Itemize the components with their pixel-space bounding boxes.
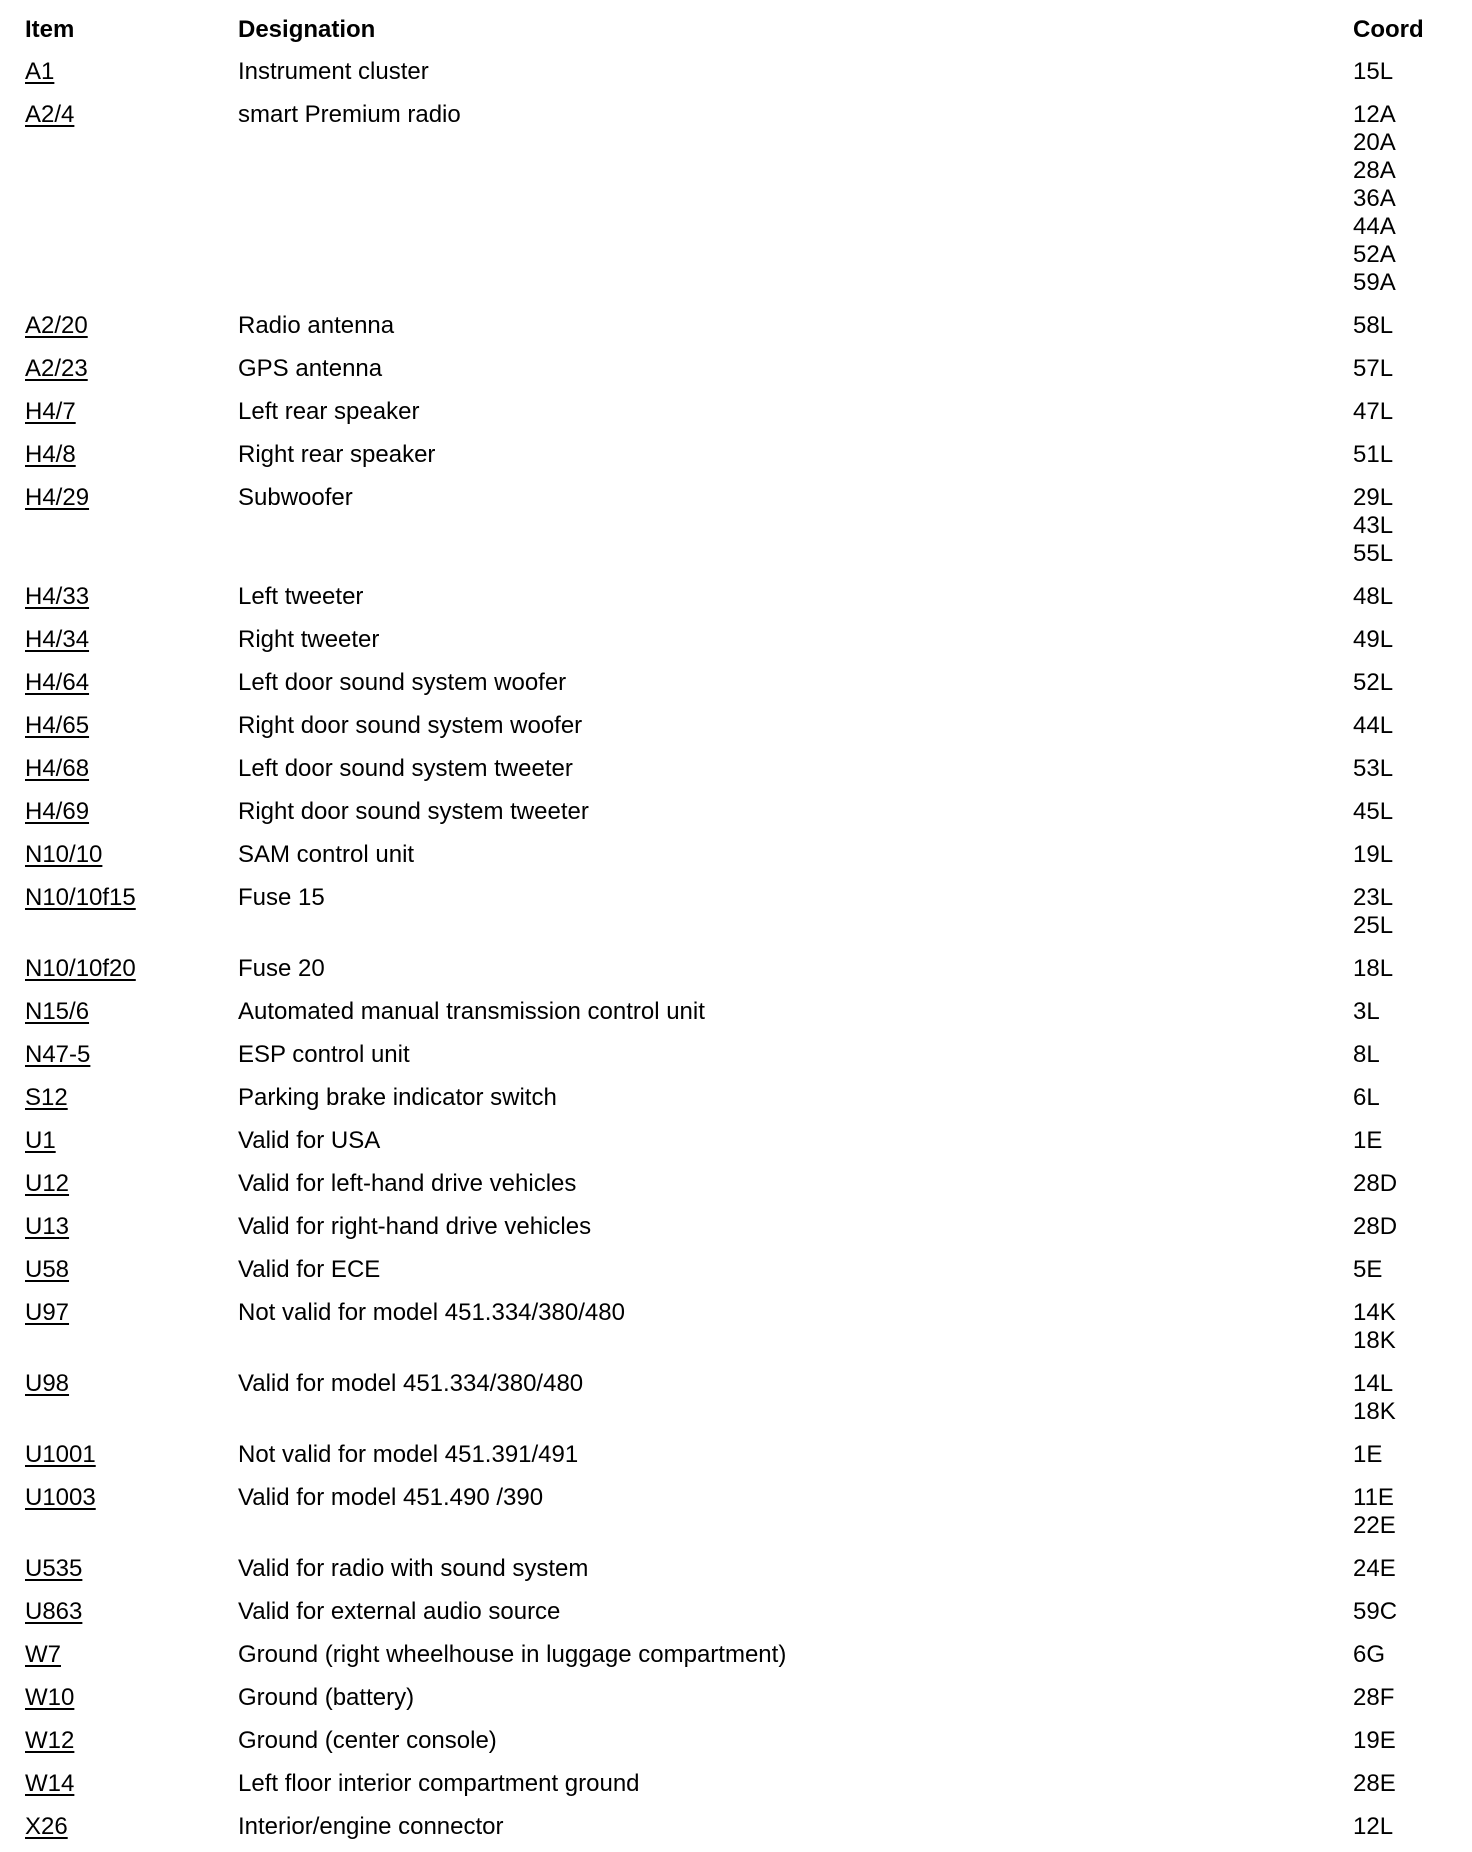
designation-text: Automated manual transmission control unit xyxy=(238,998,705,1025)
item-link[interactable]: U863 xyxy=(25,1598,83,1625)
item-link[interactable]: H4/33 xyxy=(25,583,90,610)
coord-list xyxy=(1353,441,1393,469)
coord-value: 8L xyxy=(1353,1041,1380,1068)
header-designation: Designation xyxy=(238,16,376,43)
designation-text: Right door sound system tweeter xyxy=(238,798,589,825)
table-row xyxy=(0,1127,1472,1155)
designation-text: Interior/engine connector xyxy=(238,1813,504,1840)
coord-value: 48L xyxy=(1353,583,1394,610)
coord-value: 18L xyxy=(1353,955,1394,982)
coord-value: 6L xyxy=(1353,1084,1380,1111)
item-link[interactable]: U535 xyxy=(25,1555,83,1582)
coord-value: 43L xyxy=(1353,512,1394,539)
coord-list xyxy=(1353,755,1393,783)
designation-text: Left floor interior compartment ground xyxy=(238,1770,640,1797)
designation-text: smart Premium radio xyxy=(238,101,461,128)
table-row xyxy=(0,755,1472,783)
table-row xyxy=(0,1813,1472,1841)
coord-value: 24E xyxy=(1353,1555,1396,1582)
coord-value: 44A xyxy=(1353,213,1396,240)
coord-value: 14K xyxy=(1353,1299,1396,1326)
coord-value: 51L xyxy=(1353,441,1394,468)
coord-list xyxy=(1353,101,1396,297)
designation-text: Left door sound system woofer xyxy=(238,669,567,696)
designation-text: Right rear speaker xyxy=(238,441,436,468)
table-row xyxy=(0,312,1472,340)
coord-value: 55L xyxy=(1353,540,1394,567)
designation-text: Valid for external audio source xyxy=(238,1598,561,1625)
coord-list xyxy=(1353,798,1393,826)
item-link[interactable]: A1 xyxy=(25,58,55,85)
table-row xyxy=(0,1441,1472,1469)
table-row xyxy=(0,955,1472,983)
table-row xyxy=(0,1213,1472,1241)
designation-text: Instrument cluster xyxy=(238,58,429,85)
coord-value: 25L xyxy=(1353,912,1394,939)
table-row xyxy=(0,1684,1472,1712)
item-link[interactable]: A2/20 xyxy=(25,312,88,339)
designation-text: SAM control unit xyxy=(238,841,415,868)
coord-value: 6G xyxy=(1353,1641,1386,1668)
coord-list xyxy=(1353,1641,1385,1669)
designation-text: Valid for ECE xyxy=(238,1256,381,1283)
designation-text: Ground (battery) xyxy=(238,1684,415,1711)
designation-text: Radio antenna xyxy=(238,312,395,339)
table-row xyxy=(0,101,1472,297)
coord-value: 5E xyxy=(1353,1256,1383,1283)
designation-text: Valid for right-hand drive vehicles xyxy=(238,1213,592,1240)
item-link[interactable]: H4/7 xyxy=(25,398,76,425)
coord-list xyxy=(1353,841,1393,869)
table-row xyxy=(0,1555,1472,1583)
coord-value: 22E xyxy=(1353,1512,1396,1539)
coord-value: 29L xyxy=(1353,484,1394,511)
coord-list xyxy=(1353,1727,1396,1755)
designation-text: Fuse 15 xyxy=(238,884,325,911)
table-row xyxy=(0,669,1472,697)
item-link[interactable]: H4/34 xyxy=(25,626,90,653)
coord-list xyxy=(1353,1770,1396,1798)
coord-list xyxy=(1353,1213,1397,1241)
coord-list xyxy=(1353,312,1393,340)
coord-list xyxy=(1353,1170,1397,1198)
coord-list xyxy=(1353,1441,1382,1469)
coord-value: 23L xyxy=(1353,884,1394,911)
coord-value: 53L xyxy=(1353,755,1394,782)
table-row xyxy=(0,626,1472,654)
table-row xyxy=(0,58,1472,86)
coord-value: 12A xyxy=(1353,101,1396,128)
table-row xyxy=(0,484,1472,568)
coord-value: 15L xyxy=(1353,58,1394,85)
coord-list xyxy=(1353,58,1393,86)
designation-text: Ground (center console) xyxy=(238,1727,497,1754)
designation-text: Right door sound system woofer xyxy=(238,712,583,739)
designation-text: Left door sound system tweeter xyxy=(238,755,573,782)
item-link[interactable]: H4/69 xyxy=(25,798,90,825)
coord-value: 18K xyxy=(1353,1398,1396,1425)
table-row xyxy=(0,1041,1472,1069)
coord-list xyxy=(1353,1370,1396,1426)
designation-text: Not valid for model 451.391/491 xyxy=(238,1441,579,1468)
coord-list xyxy=(1353,669,1393,697)
item-link[interactable]: W7 xyxy=(25,1641,61,1668)
coord-value: 28D xyxy=(1353,1213,1398,1240)
coord-list xyxy=(1353,1256,1382,1284)
table-row xyxy=(0,398,1472,426)
coord-value: 12L xyxy=(1353,1813,1394,1840)
coord-list xyxy=(1353,583,1393,611)
coord-list xyxy=(1353,1484,1396,1540)
coord-value: 11E xyxy=(1353,1484,1394,1511)
item-link[interactable]: U1001 xyxy=(25,1441,96,1468)
coord-value: 44L xyxy=(1353,712,1394,739)
table-row xyxy=(0,441,1472,469)
item-link[interactable]: U12 xyxy=(25,1170,70,1197)
header-item: Item xyxy=(25,16,75,43)
coord-value: 59C xyxy=(1353,1598,1398,1625)
table-row xyxy=(0,1170,1472,1198)
coord-list xyxy=(1353,484,1393,568)
table-row xyxy=(0,1256,1472,1284)
coord-list xyxy=(1353,1555,1396,1583)
table-row xyxy=(0,355,1472,383)
coord-value: 52L xyxy=(1353,669,1394,696)
item-link[interactable]: S12 xyxy=(25,1084,68,1111)
item-link[interactable]: W12 xyxy=(25,1727,75,1754)
header-coord: Coord xyxy=(1353,16,1424,43)
coord-list xyxy=(1353,1084,1380,1112)
item-link[interactable]: U1003 xyxy=(25,1484,96,1511)
coord-value: 1E xyxy=(1353,1441,1383,1468)
coord-value: 57L xyxy=(1353,355,1394,382)
designation-text: ESP control unit xyxy=(238,1041,410,1068)
coord-list xyxy=(1353,1598,1397,1626)
coord-value: 19L xyxy=(1353,841,1394,868)
coord-list xyxy=(1353,1041,1380,1069)
coord-list xyxy=(1353,884,1393,940)
item-link[interactable]: N15/6 xyxy=(25,998,90,1025)
table-row xyxy=(0,1598,1472,1626)
coord-list xyxy=(1353,1127,1382,1155)
table-row xyxy=(0,884,1472,940)
table-row xyxy=(0,1370,1472,1426)
coord-value: 1E xyxy=(1353,1127,1383,1154)
item-link[interactable]: U58 xyxy=(25,1256,70,1283)
item-link[interactable]: U13 xyxy=(25,1213,70,1240)
coord-list xyxy=(1353,1299,1396,1355)
item-link[interactable]: U1 xyxy=(25,1127,56,1154)
coord-value: 28A xyxy=(1353,157,1396,184)
item-link[interactable]: A2/4 xyxy=(25,101,75,128)
coord-value: 52A xyxy=(1353,241,1396,268)
item-link[interactable]: N10/10 xyxy=(25,841,103,868)
table-body xyxy=(0,58,1472,1841)
designation-text: Ground (right wheelhouse in luggage compartment) xyxy=(238,1641,787,1668)
table-row xyxy=(0,1084,1472,1112)
coord-list xyxy=(1353,712,1393,740)
designation-text: Valid for model 451.490 /390 xyxy=(238,1484,544,1511)
table-row xyxy=(0,841,1472,869)
coord-list xyxy=(1353,1684,1394,1712)
table-row xyxy=(0,1770,1472,1798)
coord-value: 47L xyxy=(1353,398,1394,425)
table-row xyxy=(0,1727,1472,1755)
table-header xyxy=(0,0,1472,44)
coord-list xyxy=(1353,998,1380,1026)
designation-text: Left tweeter xyxy=(238,583,364,610)
designation-text: Subwoofer xyxy=(238,484,353,511)
table-row xyxy=(0,712,1472,740)
coord-value: 49L xyxy=(1353,626,1394,653)
coord-value: 45L xyxy=(1353,798,1394,825)
coord-list xyxy=(1353,398,1393,426)
item-link[interactable]: N47-5 xyxy=(25,1041,91,1068)
designation-text: GPS antenna xyxy=(238,355,383,382)
item-link[interactable]: A2/23 xyxy=(25,355,88,382)
item-link[interactable]: W10 xyxy=(25,1684,75,1711)
coord-list xyxy=(1353,1813,1393,1841)
item-link[interactable]: H4/29 xyxy=(25,484,90,511)
coord-value: 19E xyxy=(1353,1727,1396,1754)
item-link[interactable]: H4/65 xyxy=(25,712,90,739)
coord-value: 59A xyxy=(1353,269,1396,296)
designation-text: Valid for left-hand drive vehicles xyxy=(238,1170,577,1197)
designation-text: Valid for radio with sound system xyxy=(238,1555,589,1582)
coord-value: 58L xyxy=(1353,312,1394,339)
item-link[interactable]: U97 xyxy=(25,1299,70,1326)
coord-value: 36A xyxy=(1353,185,1396,212)
table-row xyxy=(0,1641,1472,1669)
coord-value: 28D xyxy=(1353,1170,1398,1197)
designation-text: Parking brake indicator switch xyxy=(238,1084,557,1111)
coord-value: 28F xyxy=(1353,1684,1395,1711)
designation-text: Valid for USA xyxy=(238,1127,381,1154)
designation-text: Not valid for model 451.334/380/480 xyxy=(238,1299,625,1326)
table-row xyxy=(0,998,1472,1026)
table-row xyxy=(0,798,1472,826)
coord-value: 18K xyxy=(1353,1327,1396,1354)
designation-text: Fuse 20 xyxy=(238,955,325,982)
table-row xyxy=(0,583,1472,611)
item-link[interactable]: W14 xyxy=(25,1770,75,1797)
coord-list xyxy=(1353,626,1393,654)
item-link[interactable]: H4/64 xyxy=(25,669,90,696)
coord-list xyxy=(1353,355,1393,383)
item-link[interactable]: U98 xyxy=(25,1370,70,1397)
table-row xyxy=(0,1299,1472,1355)
coord-value: 14L xyxy=(1353,1370,1394,1397)
coord-value: 28E xyxy=(1353,1770,1396,1797)
coord-list xyxy=(1353,955,1393,983)
designation-text: Left rear speaker xyxy=(238,398,420,425)
item-link[interactable]: H4/68 xyxy=(25,755,90,782)
table-row xyxy=(0,1484,1472,1540)
designation-text: Valid for model 451.334/380/480 xyxy=(238,1370,584,1397)
item-link[interactable]: N10/10f15 xyxy=(25,884,136,911)
item-link[interactable]: X26 xyxy=(25,1813,68,1840)
coord-value: 3L xyxy=(1353,998,1380,1025)
coord-value: 20A xyxy=(1353,129,1396,156)
designation-text: Right tweeter xyxy=(238,626,380,653)
item-link[interactable]: H4/8 xyxy=(25,441,76,468)
item-link[interactable]: N10/10f20 xyxy=(25,955,136,982)
